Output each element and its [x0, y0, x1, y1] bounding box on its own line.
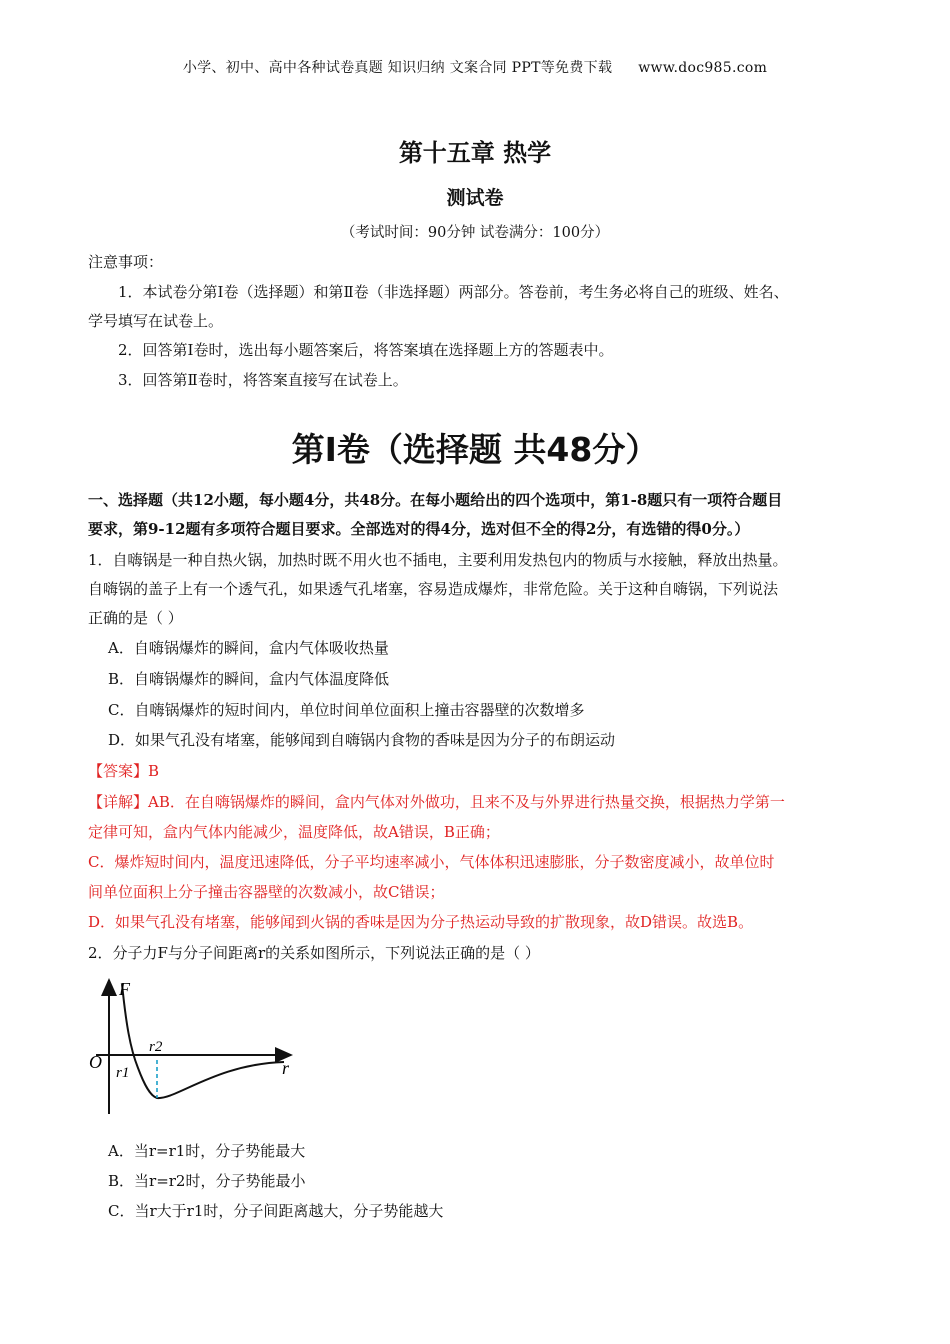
q1-answer: 【答案】B: [88, 762, 160, 780]
r1-label: r1: [116, 1065, 130, 1081]
page-header: [0, 57, 950, 77]
force-curve: [122, 984, 284, 1098]
notice-heading: 注意事项：: [88, 253, 164, 271]
part1-instruction-2: 要求，第9-12题有多项符合题目要求。全部选对的得4分，选对但不全的得2分，有选错的得0分。）: [88, 520, 750, 538]
notice-item-1-cont: 学号填写在试卷上。: [88, 312, 224, 330]
force-distance-graph: [86, 968, 306, 1118]
x-label-r: r: [282, 1058, 290, 1078]
q1-stem-3: 正确的是（ ）: [88, 609, 183, 627]
q1-detail-1: 【详解】AB．在自嗨锅爆炸的瞬间，盒内气体对外做功，且来不及与外界进行热量交换，根据热力学第一: [88, 793, 785, 811]
q1-stem-1: 1．自嗨锅是一种自热火锅，加热时既不用火也不插电，主要利用发热包内的物质与水接触，释放出热量。: [88, 551, 788, 569]
q2-option-c: C．当r大于r1时，分子间距离越大，分子势能越大: [108, 1202, 444, 1220]
exam-info: （考试时间：90分钟 试卷满分：100分）: [340, 225, 610, 241]
r2-label: r2: [149, 1039, 163, 1055]
q1-option-d: D．如果气孔没有堵塞，能够闻到自嗨锅内食物的香味是因为分子的布朗运动: [108, 731, 616, 749]
section-title: 第Ⅰ卷（选择题 共48分）: [291, 430, 659, 469]
notice-item-2: 2．回答第Ⅰ卷时，选出每小题答案后，将答案填在选择题上方的答题表中。: [118, 341, 614, 359]
q1-detail-5: D．如果气孔没有堵塞，能够闻到火锅的香味是因为分子热运动导致的扩散现象，故D错误。故选B。: [88, 913, 754, 931]
q1-option-c: C．自嗨锅爆炸的短时间内，单位时间单位面积上撞击容器壁的次数增多: [108, 701, 585, 719]
origin-label: O: [89, 1052, 102, 1072]
q1-detail-4: 间单位面积上分子撞击容器壁的次数减小，故C错误；: [88, 883, 445, 901]
test-subtitle: 测试卷: [446, 187, 504, 209]
q1-option-a: A．自嗨锅爆炸的瞬间，盒内气体吸收热量: [108, 639, 389, 657]
q1-option-b: B．自嗨锅爆炸的瞬间，盒内气体温度降低: [108, 670, 390, 688]
header-url[interactable]: www.doc985.com: [638, 60, 768, 76]
notice-item-1: 1．本试卷分第Ⅰ卷（选择题）和第Ⅱ卷（非选择题）两部分。答卷前，考生务必将自己的班级、姓名、: [118, 283, 789, 301]
header-text: 小学、初中、高中各种试卷真题 知识归纳 文案合同 PPT等免费下载: [182, 60, 613, 76]
notice-item-3: 3．回答第Ⅱ卷时，将答案直接写在试卷上。: [118, 371, 408, 389]
part1-instruction-1: 一、选择题（共12小题，每小题4分，共48分。在每小题给出的四个选项中，第1-8题只有一项符合题目: [88, 491, 783, 509]
q1-stem-2: 自嗨锅的盖子上有一个透气孔，如果透气孔堵塞，容易造成爆炸，非常危险。关于这种自嗨锅，下列说法: [88, 580, 779, 598]
q1-detail-2: 定律可知，盒内气体内能减少，温度降低，故A错误，B正确；: [88, 823, 500, 841]
q2-option-a: A．当r=r1时，分子势能最大: [108, 1142, 306, 1160]
q2-stem: 2．分子力F与分子间距离r的关系如图所示，下列说法正确的是（ ）: [88, 944, 540, 962]
y-label-f: F: [119, 979, 130, 999]
q1-detail-3: C．爆炸短时间内，温度迅速降低，分子平均速率减小，气体体积迅速膨胀，分子数密度减小，故单位时: [88, 853, 775, 871]
chapter-title: 第十五章 热学: [398, 139, 552, 167]
q2-option-b: B．当r=r2时，分子势能最小: [108, 1172, 306, 1190]
